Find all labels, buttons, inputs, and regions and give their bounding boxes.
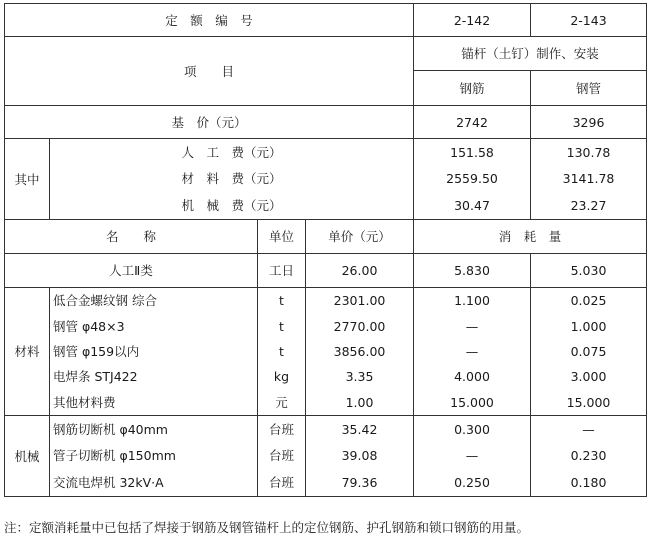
machine-name: 管子切断机 φ150mm [53,448,176,464]
machine-name: 钢筋切断机 φ40mm [53,421,168,437]
material-b: 3.000 [570,369,607,385]
quota-table [4,3,647,497]
machine-b: 0.180 [570,475,607,491]
machine-name: 交流电焊机 32kV·A [53,475,164,491]
machine-b: 0.230 [570,448,607,464]
col-name: 名 称 [5,220,258,254]
machine-prices [309,416,410,496]
machine-values-b [534,416,643,496]
cost-breakdown-row [5,139,647,220]
labor-unit: 工日 [258,254,306,288]
machine-price: 79.36 [341,475,378,491]
material-name: 电焊条 STJ422 [53,369,138,385]
cost-values-b [534,139,643,219]
material-name: 其他材料费 [53,394,116,410]
labor-row [5,254,647,288]
col-unit: 单位 [258,220,306,254]
machine-names [53,416,254,496]
code-a: 2-142 [414,4,531,37]
item-row [5,37,647,71]
machinery-group-label: 机械 [5,416,50,497]
machine-b: — [582,421,595,437]
item-label: 项 目 [5,37,414,106]
cost-labels [53,139,410,219]
labor-cost-b: 130.78 [566,144,611,160]
machinery-row [5,416,647,497]
material-a: — [465,318,479,334]
material-name: 钢管 φ48×3 [53,318,125,334]
cost-values-a [417,139,527,219]
labor-name: 人工Ⅱ类 [5,254,258,288]
machine-price: 39.08 [341,448,378,464]
machine-cost-b: 23.27 [570,198,607,214]
machine-unit: 台班 [268,475,294,491]
material-price: 2770.00 [333,318,386,334]
material-price: 3.35 [345,369,374,385]
cost-group-label: 其中 [5,139,50,220]
sub-a: 钢筋 [414,71,531,106]
item-group: 锚杆（土钉）制作、安装 [414,37,647,71]
machine-units [261,416,302,496]
material-unit: t [279,293,284,309]
material-values-a [417,288,527,415]
base-price-b: 3296 [531,106,647,139]
code-label: 定 额 编 号 [5,4,414,37]
machine-cost-label: 机 械 费（元） [181,198,282,214]
material-units [261,288,302,415]
footnote: 注：定额消耗量中已包括了焊接于钢筋及钢管锚杆上的定位钢筋、护孔钢筋和锁口钢筋的用量。 [4,520,530,535]
material-unit: t [279,318,284,334]
material-b: 0.025 [570,293,607,309]
labor-cost-label: 人 工 费（元） [181,144,282,160]
machine-price: 35.42 [341,421,378,437]
material-b: 0.075 [570,343,607,359]
sub-b: 钢管 [531,71,647,106]
labor-cost-a: 151.58 [450,144,494,160]
machine-a: 0.300 [454,421,490,437]
code-b: 2-143 [531,4,647,37]
material-cost-label: 材 料 费（元） [181,171,282,187]
material-unit: t [279,343,284,359]
material-a: 1.100 [454,293,490,309]
machine-cost-a: 30.47 [454,198,490,214]
column-header-row [5,220,647,254]
material-b: 15.000 [566,394,611,410]
material-a: 4.000 [454,369,490,385]
material-price: 2301.00 [333,293,386,309]
code-row [5,4,647,37]
machine-unit: 台班 [268,448,294,464]
machine-unit: 台班 [268,421,294,437]
material-cost-b: 3141.78 [562,171,615,187]
material-unit: kg [273,369,290,385]
material-unit: 元 [275,394,288,410]
machine-values-a [417,416,527,496]
material-b: 1.000 [570,318,607,334]
material-a: — [465,343,479,359]
material-name: 钢管 φ159以内 [53,343,140,359]
labor-price: 26.00 [306,254,414,288]
materials-row [5,288,647,416]
material-price: 1.00 [345,394,374,410]
material-price: 3856.00 [333,343,386,359]
material-names [53,288,254,415]
labor-a: 5.830 [414,254,531,288]
labor-b: 5.030 [531,254,647,288]
material-a: 15.000 [450,394,494,410]
material-name: 低合金螺纹钢 综合 [53,293,157,309]
material-prices [309,288,410,415]
material-cost-a: 2559.50 [446,171,498,187]
base-price-label: 基 价（元） [5,106,414,139]
machine-a: — [465,448,479,464]
materials-group-label: 材料 [5,288,50,416]
col-consumption: 消 耗 量 [414,220,647,254]
base-price-a: 2742 [414,106,531,139]
material-values-b [534,288,643,415]
machine-a: 0.250 [454,475,490,491]
base-price-row [5,106,647,139]
col-price: 单价（元） [306,220,414,254]
